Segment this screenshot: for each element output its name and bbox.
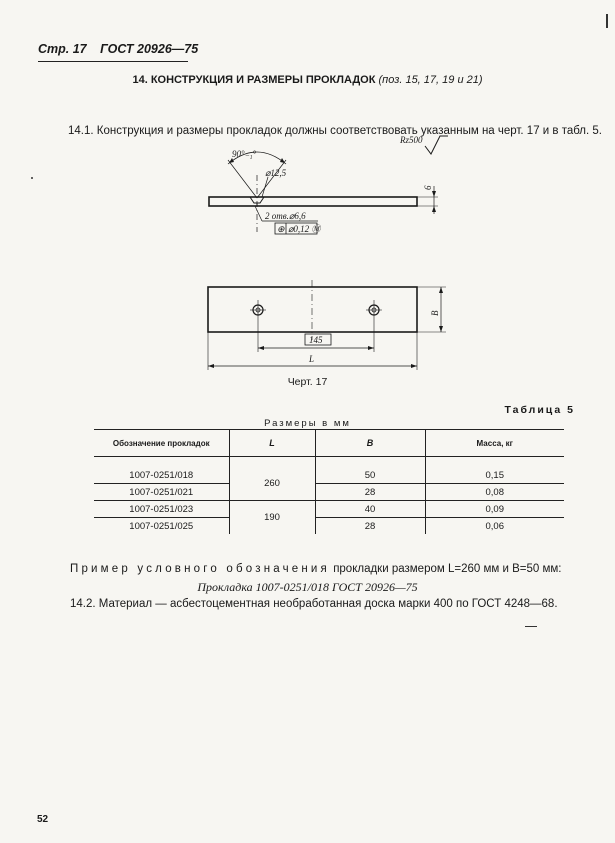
col-width: B — [315, 430, 425, 457]
table-row — [94, 467, 564, 484]
page-ref: Стр. 17 — [38, 42, 87, 56]
width-cell: 28 — [315, 484, 425, 501]
table-row — [94, 484, 564, 501]
length-label: L — [309, 354, 315, 364]
position-tol-label: ⌀0,12 Ⓜ — [288, 224, 321, 234]
designation-cell: 1007-0251/025 — [94, 518, 229, 535]
standard-ref: ГОСТ 20926—75 — [100, 42, 199, 56]
angle-label: 90°₋₁° — [232, 149, 257, 159]
scan-speck — [31, 177, 33, 179]
table-label: Таблица 5 — [504, 404, 575, 416]
roughness-label: Rz500 — [400, 135, 423, 145]
example-tail: прокладки размером L=260 мм и B=50 мм: — [333, 563, 562, 575]
example-designation: Прокладка 1007-0251/018 ГОСТ 20926—75 — [197, 580, 418, 594]
mass-cell: 0,06 — [425, 518, 564, 535]
paragraph-14-1: 14.1. Конструкция и размеры прокладок должны соответствовать указанным на черт. 17 и в табл. 5. — [68, 125, 602, 137]
designation-cell: 1007-0251/021 — [94, 484, 229, 501]
col-designation: Обозначение прокладок — [94, 430, 229, 457]
side-view-bar — [209, 197, 417, 206]
table-row — [94, 518, 564, 535]
height-label: B — [430, 310, 440, 316]
spacing-label: 145 — [309, 335, 323, 345]
col-length: L — [229, 430, 315, 457]
thickness-label: 6 — [423, 185, 433, 190]
roughness-mark — [425, 136, 448, 154]
table-units: Размеры в мм — [264, 418, 351, 429]
position-symbol: ⊕ — [277, 224, 285, 234]
figure-caption: Черт. 17 — [287, 376, 328, 388]
length-cell: 260 — [229, 467, 315, 501]
technical-drawing — [0, 0, 615, 380]
example-line — [70, 563, 590, 575]
scan-speck — [606, 14, 608, 28]
width-cell: 50 — [315, 467, 425, 484]
mass-cell: 0,08 — [425, 484, 564, 501]
countersink-label: ⌀12,5 — [265, 168, 287, 178]
width-cell: 28 — [315, 518, 425, 535]
section-refs: (поз. 15, 17, 19 и 21) — [378, 74, 483, 86]
plan-view-plate — [208, 287, 417, 332]
scan-speck — [525, 626, 537, 627]
dimensions-table — [94, 429, 564, 534]
mass-cell: 0,09 — [425, 501, 564, 518]
designation-cell: 1007-0251/023 — [94, 501, 229, 518]
paragraph-14-2: 14.2. Материал — асбестоцементная необработанная доска марки 400 по ГОСТ 4248—68. — [70, 598, 558, 610]
example-lead: Пример условного обозначения — [70, 563, 330, 575]
table-header-row — [94, 430, 564, 457]
width-cell: 40 — [315, 501, 425, 518]
table-row — [94, 501, 564, 518]
holes-label: 2 отв.⌀6,6 — [265, 211, 306, 221]
mass-cell: 0,15 — [425, 467, 564, 484]
page-number: 52 — [37, 814, 49, 825]
section-title-text: 14. КОНСТРУКЦИЯ И РАЗМЕРЫ ПРОКЛАДОК — [132, 74, 376, 86]
col-mass: Масса, кг — [425, 430, 564, 457]
length-cell: 190 — [229, 501, 315, 535]
designation-cell: 1007-0251/018 — [94, 467, 229, 484]
